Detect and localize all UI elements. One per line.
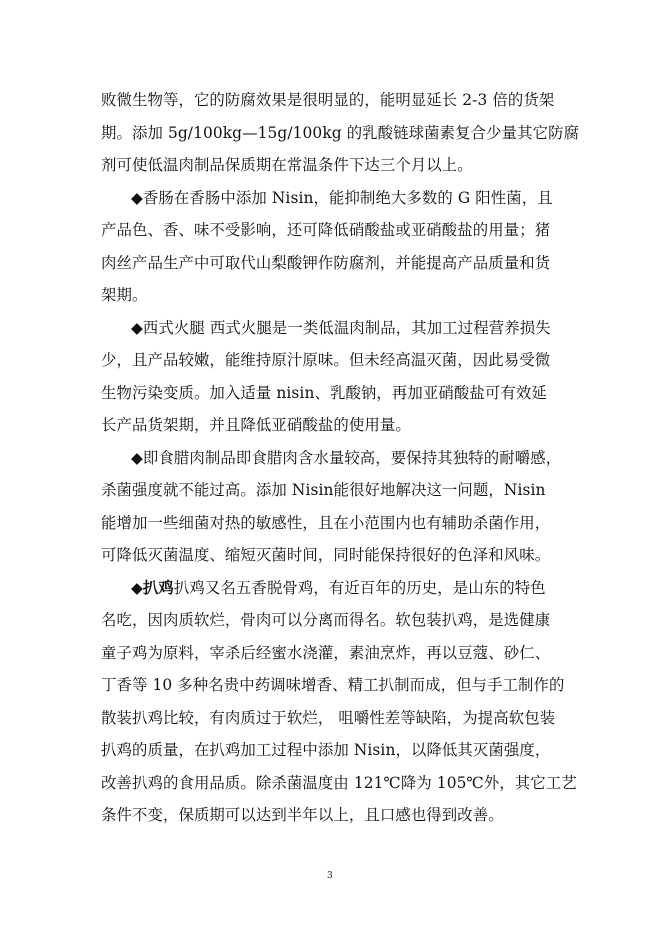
text-line: 剂可使低温肉制品保质期在常温条件下达三个月以上。 — [101, 156, 473, 174]
text-line: 杀菌强度就不能过高。添加 Nisin能很好地解决这一问题，Nisin — [101, 481, 546, 499]
text-line: 散装扒鸡比较，有肉质过于软烂， 咀嚼性差等缺陷，为提高软包装 — [101, 709, 556, 727]
text-line: 产品色、香、味不受影响，还可降低硝酸盐或亚硝酸盐的用量；猪 — [101, 221, 551, 239]
text-line: ◆即食腊肉制品即食腊肉含水量较高，要保持其独特的耐嚼感， — [131, 449, 562, 467]
text-line: ◆香肠在香肠中添加 Nisin，能抑制绝大多数的 G 阳性菌，且 — [131, 189, 553, 207]
text-line: 名吃，因肉质软烂，骨肉可以分离而得名。软包装扒鸡，是选健康 — [101, 611, 551, 629]
page-number: 3 — [327, 871, 333, 881]
text-line: 扒鸡的质量，在扒鸡加工过程中添加 Nisin，以降低其灭菌强度， — [101, 741, 551, 759]
text-line: 改善扒鸡的食用品质。除杀菌温度由 121℃降为 105℃外，其它工艺 — [101, 774, 577, 792]
text-line: 童子鸡为原料，宰杀后经蜜水浇灌，素油烹炸，再以豆蔻、砂仁、 — [101, 644, 551, 662]
text-line: 肉丝产品生产中可取代山梨酸钾作防腐剂，并能提高产品质量和货 — [101, 254, 551, 272]
text-line: 条件不变，保质期可以达到半年以上，且口感也得到改善。 — [101, 806, 504, 824]
text-line: 可降低灭菌温度、缩短灭菌时间，同时能保持很好的色泽和风味。 — [101, 546, 551, 564]
text-line: ◆西式火腿 西式火腿是一类低温肉制品，其加工过程营养损失 — [131, 319, 551, 337]
text-line: 败微生物等，它的防腐效果是很明显的，能明显延长 2-3 倍的货架 — [101, 91, 555, 109]
text-line: 架期。 — [101, 286, 148, 304]
text-line: 长产品货架期，并且降低亚硝酸盐的使用量。 — [101, 416, 411, 434]
text-line: 少，且产品较嫩，能维持原汁原味。但未经高温灭菌，因此易受微 — [101, 351, 551, 369]
text-line-rest: 扒鸡又名五香脱骨鸡，有近百年的历史，是山东的特色 — [173, 579, 546, 597]
bold-heading: ◆扒鸡 — [131, 579, 174, 597]
text-line: 能增加一些细菌对热的敏感性，且在小范围内也有辅助杀菌作用， — [101, 514, 551, 532]
text-line: 期。添加 5g/100kg—15g/100kg 的乳酸链球菌素复合少量其它防腐 — [101, 124, 580, 142]
text-line — [131, 578, 546, 598]
text-line: 丁香等 10 多种名贵中药调味增香、精工扒制而成，但与手工制作的 — [101, 676, 565, 694]
text-line: 生物污染变质。加入适量 nisin、乳酸钠，再加亚硝酸盐可有效延 — [101, 384, 547, 402]
